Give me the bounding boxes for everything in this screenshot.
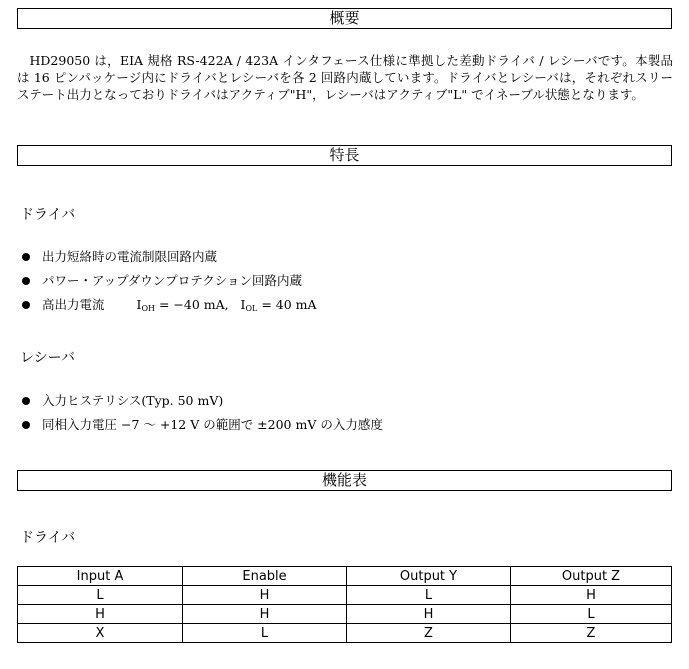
- bullet-icon: [22, 397, 30, 405]
- table-cell: L: [347, 586, 511, 605]
- header-input-a: Input A: [18, 567, 183, 586]
- table-cell: H: [183, 605, 347, 624]
- features-title: 特長: [329, 146, 360, 164]
- overview-section-header: [17, 8, 672, 29]
- table-cell: X: [18, 624, 183, 643]
- driver-feature-text: パワー・アップダウンプロテクション回路内蔵: [42, 273, 303, 288]
- receiver-feature-text: 同相入力電圧 −7 ～ +12 V の範囲で ±200 mV の入力感度: [42, 417, 383, 432]
- receiver-feature-text: 入力ヒステリシス(Typ. 50 mV): [42, 393, 224, 408]
- table-cell: H: [183, 586, 347, 605]
- header-enable: Enable: [183, 567, 347, 586]
- table-cell: H: [347, 605, 511, 624]
- bullet-icon: [22, 421, 30, 429]
- driver-feature-text: 出力短絡時の電流制限回路内蔵: [42, 249, 218, 264]
- table-cell: H: [18, 605, 183, 624]
- list-item: [22, 393, 383, 417]
- table-header-row: [18, 567, 672, 586]
- table-cell: L: [183, 624, 347, 643]
- header-output-z: Output Z: [511, 567, 672, 586]
- overview-title: 概要: [329, 9, 360, 27]
- table-cell: Z: [511, 624, 672, 643]
- overview-paragraph: HD29050 は，EIA 規格 RS-422A / 423A インタフェース仕様に準拠した差動ドライバ / レシーバです。本製品は 16 ピンパッケージ内にドライバとレシーバを各 2 回路内蔵しています。ドライバとレシーバは，それぞれスリーステート出力となっておりドライバはアクティブ"H"，レシーバはアクティブ"L" でイネーブル状態となります。: [17, 53, 673, 102]
- receiver-feature-list: [22, 393, 383, 441]
- features-section-header: [17, 145, 672, 166]
- iol-spec: $I_{OL} = 40$ mA: [240, 297, 317, 313]
- ioh-spec: $I_{OH} = -40$ mA,: [136, 297, 229, 313]
- function-table-title: 機能表: [321, 471, 367, 489]
- function-table-section-header: [17, 470, 672, 491]
- table-cell: Z: [347, 624, 511, 643]
- bullet-icon: [22, 301, 30, 309]
- features-driver-heading: ドライバ: [20, 207, 76, 223]
- list-item: [22, 273, 317, 297]
- table-cell: L: [511, 605, 672, 624]
- driver-feature-list: [22, 249, 317, 321]
- list-item: [22, 249, 317, 273]
- bullet-icon: [22, 277, 30, 285]
- table-cell: H: [511, 586, 672, 605]
- function-table-driver-heading: ドライバ: [20, 530, 76, 546]
- list-item: [22, 297, 317, 321]
- table-row: [18, 624, 672, 643]
- bullet-icon: [22, 253, 30, 261]
- list-item: [22, 417, 383, 441]
- table-cell: L: [18, 586, 183, 605]
- output-current-label: 高出力電流: [42, 297, 105, 312]
- features-receiver-heading: レシーバ: [20, 350, 75, 366]
- driver-function-table: [17, 566, 672, 643]
- table-row: [18, 605, 672, 624]
- header-output-y: Output Y: [347, 567, 511, 586]
- table-row: [18, 586, 672, 605]
